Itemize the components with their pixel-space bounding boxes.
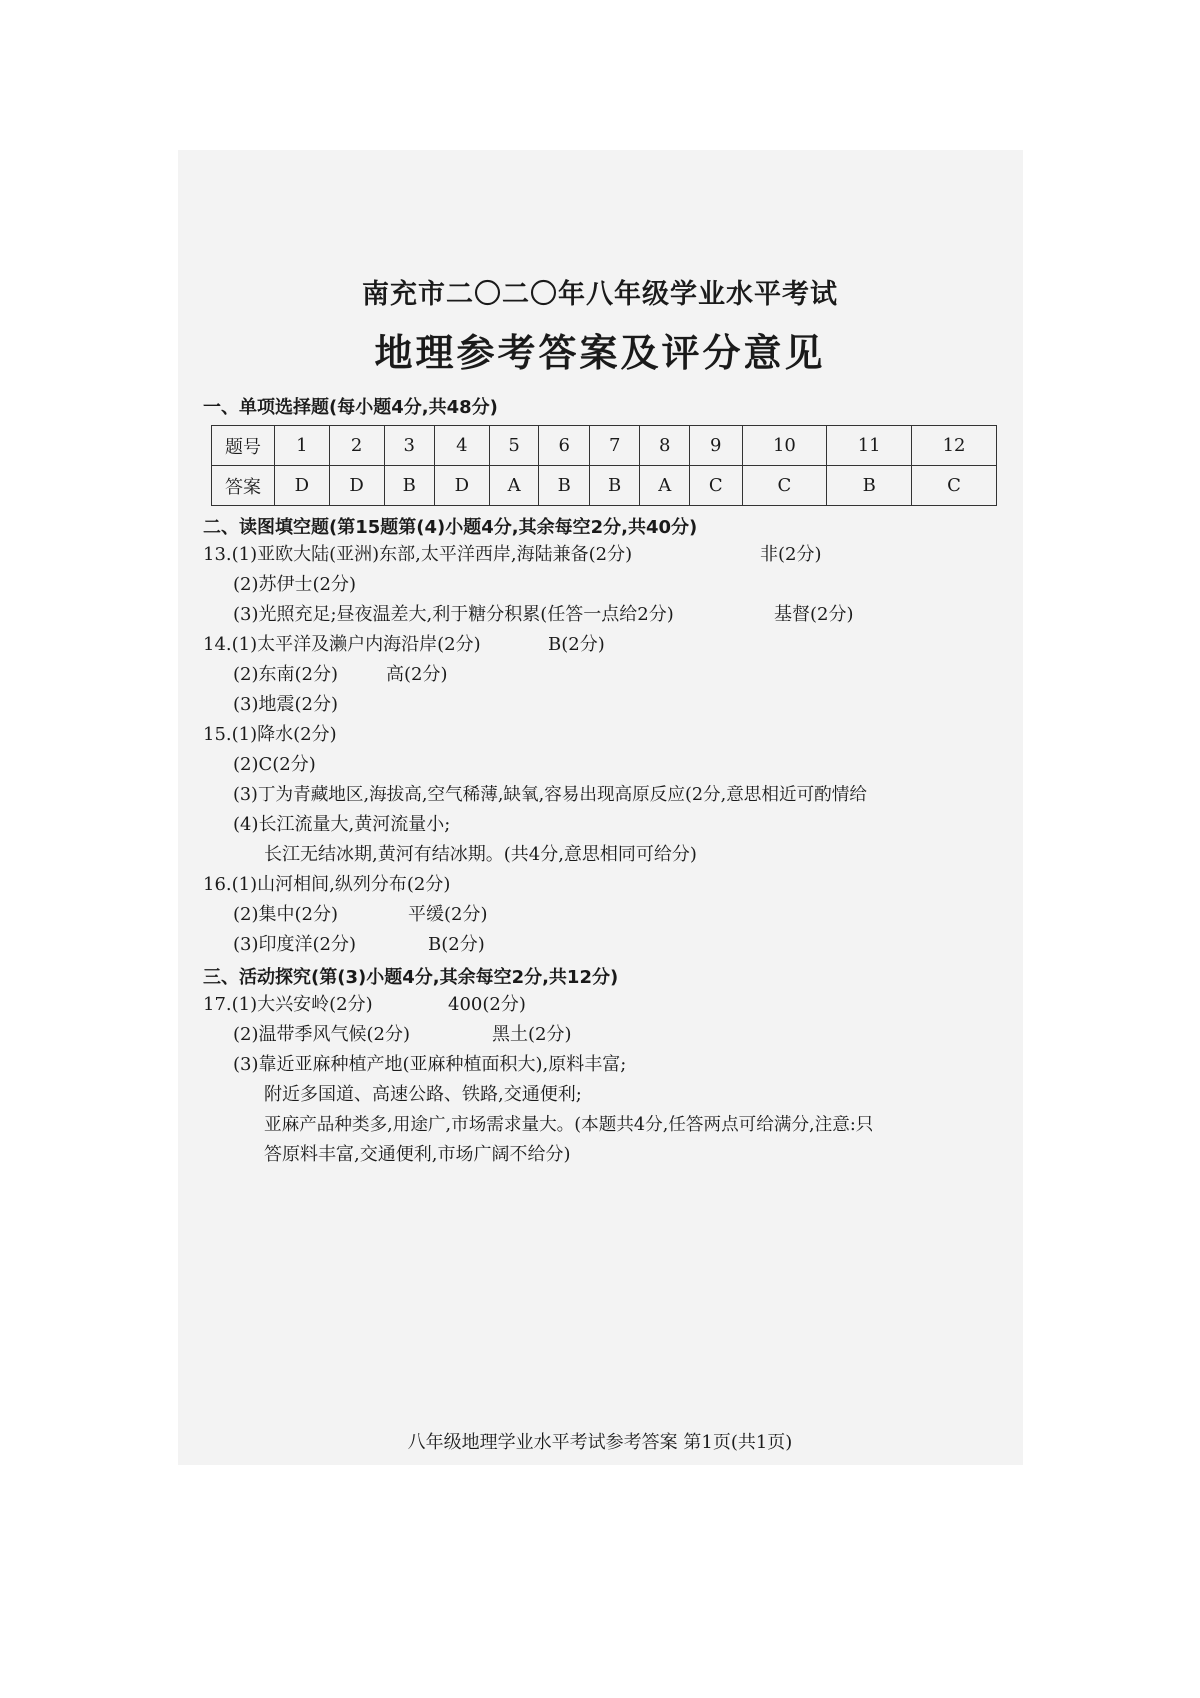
q16-part2-extra: 平缓(2分) — [408, 904, 488, 925]
document-subtitle: 地理参考答案及评分意见 — [374, 330, 826, 375]
cell-answer: A — [640, 466, 690, 506]
cell-answer: D — [329, 466, 384, 506]
q17-part3-line2: 附近多国道、高速公路、铁路,交通便利; — [264, 1084, 582, 1105]
cell-answer: B — [384, 466, 434, 506]
q16-part1: 16.(1)山河相间,纵列分布(2分) — [203, 874, 451, 895]
q13-part2: (2)苏伊士(2分) — [233, 574, 356, 595]
q13-part1: 13.(1)亚欧大陆(亚洲)东部,太平洋西岸,海陆兼备(2分) — [203, 544, 633, 565]
cell-number: 9 — [690, 426, 742, 466]
page-footer: 八年级地理学业水平考试参考答案 第1页(共1页) — [407, 1432, 793, 1453]
cell-answer: A — [489, 466, 539, 506]
cell-number: 11 — [827, 426, 912, 466]
q15-part2: (2)C(2分) — [233, 754, 316, 775]
cell-number: 6 — [539, 426, 589, 466]
section2-heading: 二、读图填空题(第15题第(4)小题4分,其余每空2分,共40分) — [203, 517, 698, 538]
cell-number: 7 — [589, 426, 639, 466]
q16-part2: (2)集中(2分) — [233, 904, 338, 925]
q14-part2: (2)东南(2分) — [233, 664, 338, 685]
cell-answer: B — [827, 466, 912, 506]
cell-number: 5 — [489, 426, 539, 466]
cell-number: 3 — [384, 426, 434, 466]
answer-table — [211, 425, 997, 506]
q15-part4: (4)长江流量大,黄河流量小; — [233, 814, 451, 835]
cell-answer: D — [435, 466, 490, 506]
q15-part1: 15.(1)降水(2分) — [203, 724, 337, 745]
table-row-answers — [212, 466, 997, 506]
q16-part3-extra: B(2分) — [428, 934, 485, 955]
q14-part1-extra: B(2分) — [548, 634, 605, 655]
q14-part2-extra: 高(2分) — [386, 664, 448, 685]
q17-part3-line1: (3)靠近亚麻种植产地(亚麻种植面积大),原料丰富; — [233, 1054, 627, 1075]
section3-heading: 三、活动探究(第(3)小题4分,其余每空2分,共12分) — [203, 967, 619, 988]
cell-answer: C — [690, 466, 742, 506]
document-title: 南充市二〇二〇年八年级学业水平考试 — [362, 279, 838, 310]
row-label-number: 题号 — [212, 426, 275, 466]
row-label-answer: 答案 — [212, 466, 275, 506]
q14-part3: (3)地震(2分) — [233, 694, 338, 715]
q13-part3: (3)光照充足;昼夜温差大,利于糖分积累(任答一点给2分) — [233, 604, 674, 625]
q17-part3-line3: 亚麻产品种类多,用途广,市场需求量大。(本题共4分,任答两点可给满分,注意:只 — [264, 1115, 874, 1135]
q17-part1-extra: 400(2分) — [448, 994, 526, 1015]
cell-number: 12 — [912, 426, 997, 466]
cell-answer: D — [275, 466, 330, 506]
cell-number: 8 — [640, 426, 690, 466]
q17-part2: (2)温带季风气候(2分) — [233, 1024, 410, 1045]
cell-number: 2 — [329, 426, 384, 466]
cell-number: 10 — [742, 426, 827, 466]
q17-part3-line4: 答原料丰富,交通便利,市场广阔不给分) — [264, 1144, 571, 1165]
cell-number: 1 — [275, 426, 330, 466]
cell-answer: C — [912, 466, 997, 506]
q17-part2-extra: 黑土(2分) — [492, 1024, 572, 1045]
q15-part3: (3)丁为青藏地区,海拔高,空气稀薄,缺氧,容易出现高原反应(2分,意思相近可酌情给 — [233, 785, 867, 805]
table-row-numbers — [212, 426, 997, 466]
cell-answer: B — [539, 466, 589, 506]
cell-answer: B — [589, 466, 639, 506]
q15-part4-line2: 长江无结冰期,黄河有结冰期。(共4分,意思相同可给分) — [264, 844, 697, 865]
q13-part1-extra: 非(2分) — [760, 544, 822, 565]
section1-heading: 一、单项选择题(每小题4分,共48分) — [203, 397, 498, 418]
q13-part3-extra: 基督(2分) — [774, 604, 854, 625]
cell-number: 4 — [435, 426, 490, 466]
cell-answer: C — [742, 466, 827, 506]
q16-part3: (3)印度洋(2分) — [233, 934, 356, 955]
q17-part1: 17.(1)大兴安岭(2分) — [203, 994, 373, 1015]
q14-part1: 14.(1)太平洋及濑户内海沿岸(2分) — [203, 634, 481, 655]
